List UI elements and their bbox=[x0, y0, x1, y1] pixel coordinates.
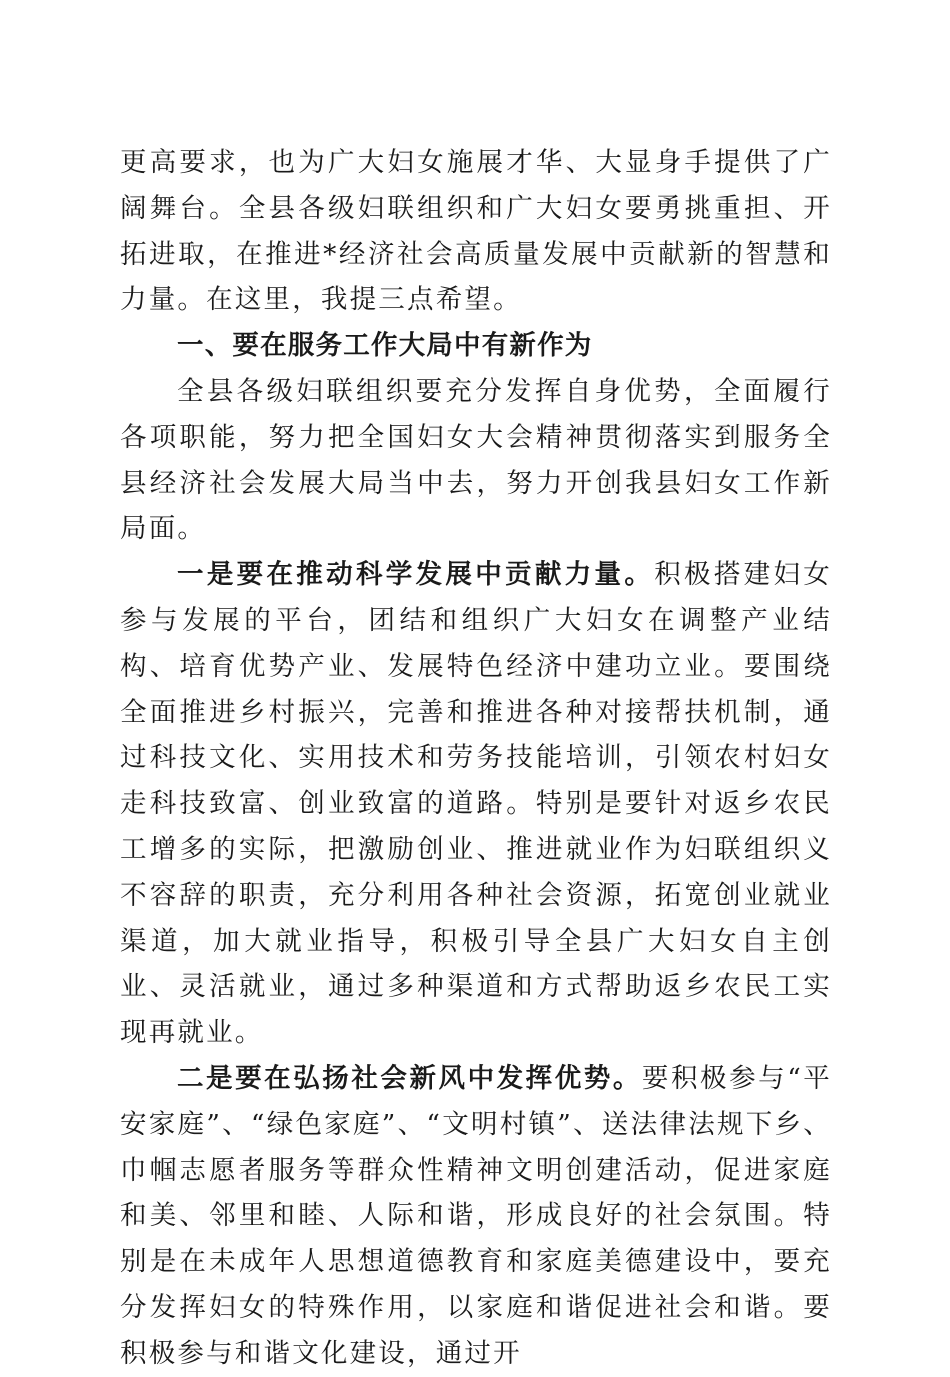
point-two-lead: 二是要在弘扬社会新风中发挥优势。 bbox=[177, 1062, 642, 1094]
point-two-body: 要积极参与“平安家庭”、“绿色家庭”、“文明村镇”、送法律法规下乡、巾帼志愿者服务等群众性精神文明创建活动，促进家庭和美、邻里和睦、人际和谐，形成良好的社会氛围。特别是在未成年人思想道德教育和家庭美德建设中，要充分发挥妇女的特殊作用，以家庭和谐促进社会和谐。要积极参与和谐文化建设，通过开 bbox=[120, 1062, 832, 1369]
section-intro-paragraph: 全县各级妇联组织要充分发挥自身优势，全面履行各项职能，努力把全国妇女大会精神贯彻落实到服务全县经济社会发展大局当中去，努力开创我县妇女工作新局面。 bbox=[120, 375, 832, 545]
point-two-paragraph bbox=[120, 1056, 832, 1377]
point-one-body: 积极搭建妇女参与发展的平台，团结和组织广大妇女在调整产业结构、培育优势产业、发展特色经济中建功立业。要围绕全面推进乡村振兴，完善和推进各种对接帮扶机制，通过科技文化、实用技术和劳务技能培训，引领农村妇女走科技致富、创业致富的道路。特别是要针对返乡农民工增多的实际，把激励创业、推进就业作为妇联组织义不容辞的职责，充分利用各种社会资源，拓宽创业就业渠道，加大就业指导，积极引导全县广大妇女自主创业、灵活就业，通过多种渠道和方式帮助返乡农民工实现再就业。 bbox=[120, 559, 833, 1049]
point-one-paragraph bbox=[120, 552, 832, 1056]
continuation-paragraph: 更高要求，也为广大妇女施展才华、大显身手提供了广阔舞台。全县各级妇联组织和广大妇女要勇挑重担、开拓进取，在推进*经济社会高质量发展中贡献新的智慧和力量。在这里，我提三点希望。 bbox=[120, 147, 832, 316]
document-body bbox=[120, 140, 832, 1377]
point-one-lead: 一是要在推动科学发展中贡献力量。 bbox=[177, 559, 655, 591]
section-heading: 一、要在服务工作大局中有新作为 bbox=[177, 330, 593, 362]
